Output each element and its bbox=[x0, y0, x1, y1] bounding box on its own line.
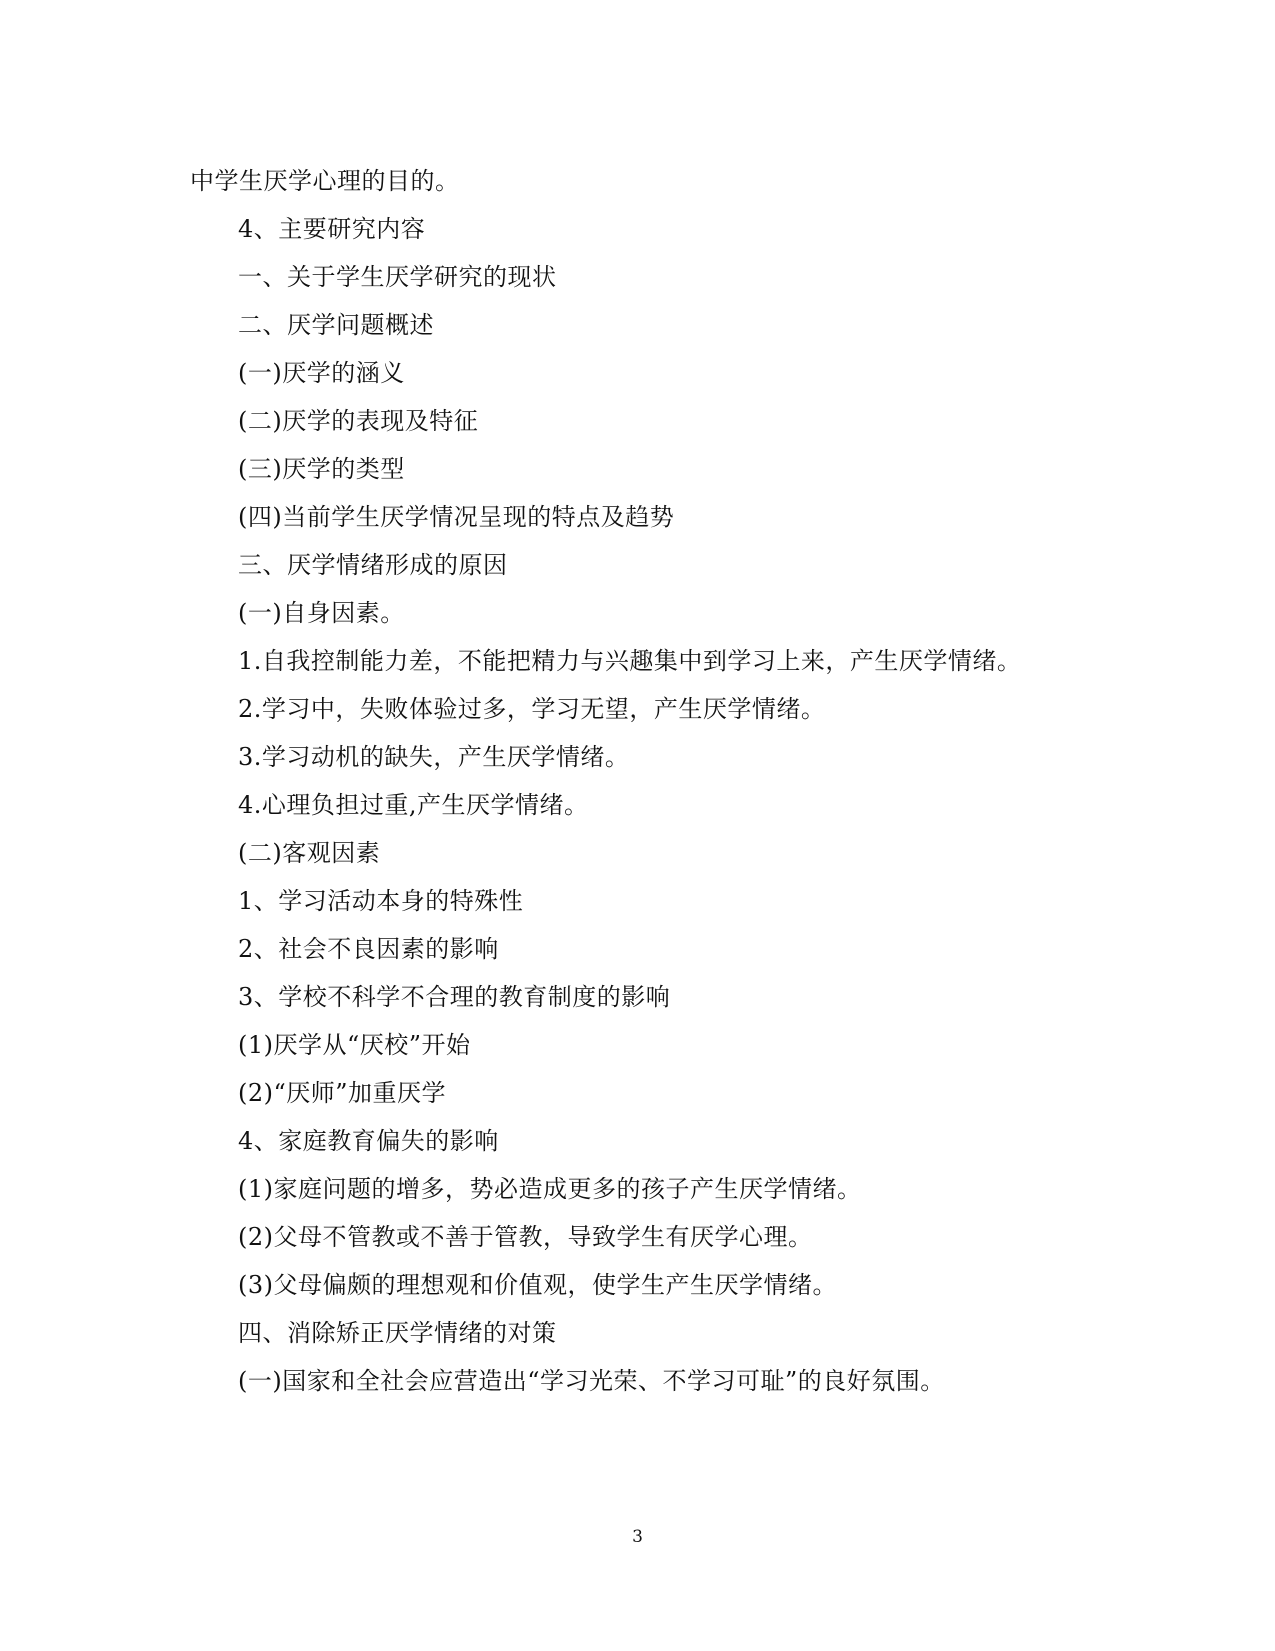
text-line: (2)父母不管教或不善于管教，导致学生有厌学心理。 bbox=[238, 1223, 813, 1251]
text-line: (1)厌学从“厌校”开始 bbox=[238, 1031, 471, 1059]
text-line: 3、学校不科学不合理的教育制度的影响 bbox=[238, 983, 671, 1011]
text-line: (三)厌学的类型 bbox=[238, 455, 405, 483]
text-line: 4、家庭教育偏失的影响 bbox=[238, 1127, 499, 1155]
text-line: 1.自我控制能力差，不能把精力与兴趣集中到学习上来，产生厌学情绪。 bbox=[238, 647, 1022, 675]
text-line: (3)父母偏颇的理想观和价值观，使学生产生厌学情绪。 bbox=[238, 1271, 837, 1299]
text-line: (二)厌学的表现及特征 bbox=[238, 407, 479, 435]
text-line: 4、主要研究内容 bbox=[238, 215, 426, 243]
text-line: (1)家庭问题的增多，势必造成更多的孩子产生厌学情绪。 bbox=[238, 1175, 862, 1203]
text-line: (2)“厌师”加重厌学 bbox=[238, 1079, 447, 1107]
text-line: 四、消除矫正厌学情绪的对策 bbox=[238, 1319, 557, 1347]
page-number: 3 bbox=[632, 1527, 643, 1547]
text-line: (一)国家和全社会应营造出“学习光荣、不学习可耻”的良好氛围。 bbox=[238, 1367, 945, 1395]
text-line: 2、社会不良因素的影响 bbox=[238, 935, 499, 963]
text-line: 一、关于学生厌学研究的现状 bbox=[238, 263, 557, 291]
text-line: (一)厌学的涵义 bbox=[238, 359, 405, 387]
text-line: (二)客观因素 bbox=[238, 839, 381, 867]
text-line: 3.学习动机的缺失，产生厌学情绪。 bbox=[238, 743, 630, 771]
text-line: 2.学习中，失败体验过多，学习无望，产生厌学情绪。 bbox=[238, 695, 826, 723]
text-line: (四)当前学生厌学情况呈现的特点及趋势 bbox=[238, 503, 675, 531]
text-line: 三、厌学情绪形成的原因 bbox=[238, 551, 508, 579]
text-line: 二、厌学问题概述 bbox=[238, 311, 434, 339]
text-line: 1、学习活动本身的特殊性 bbox=[238, 887, 524, 915]
text-line: (一)自身因素。 bbox=[238, 599, 405, 627]
text-line: 4.心理负担过重,产生厌学情绪。 bbox=[238, 791, 589, 819]
text-line: 中学生厌学心理的目的。 bbox=[190, 167, 460, 195]
